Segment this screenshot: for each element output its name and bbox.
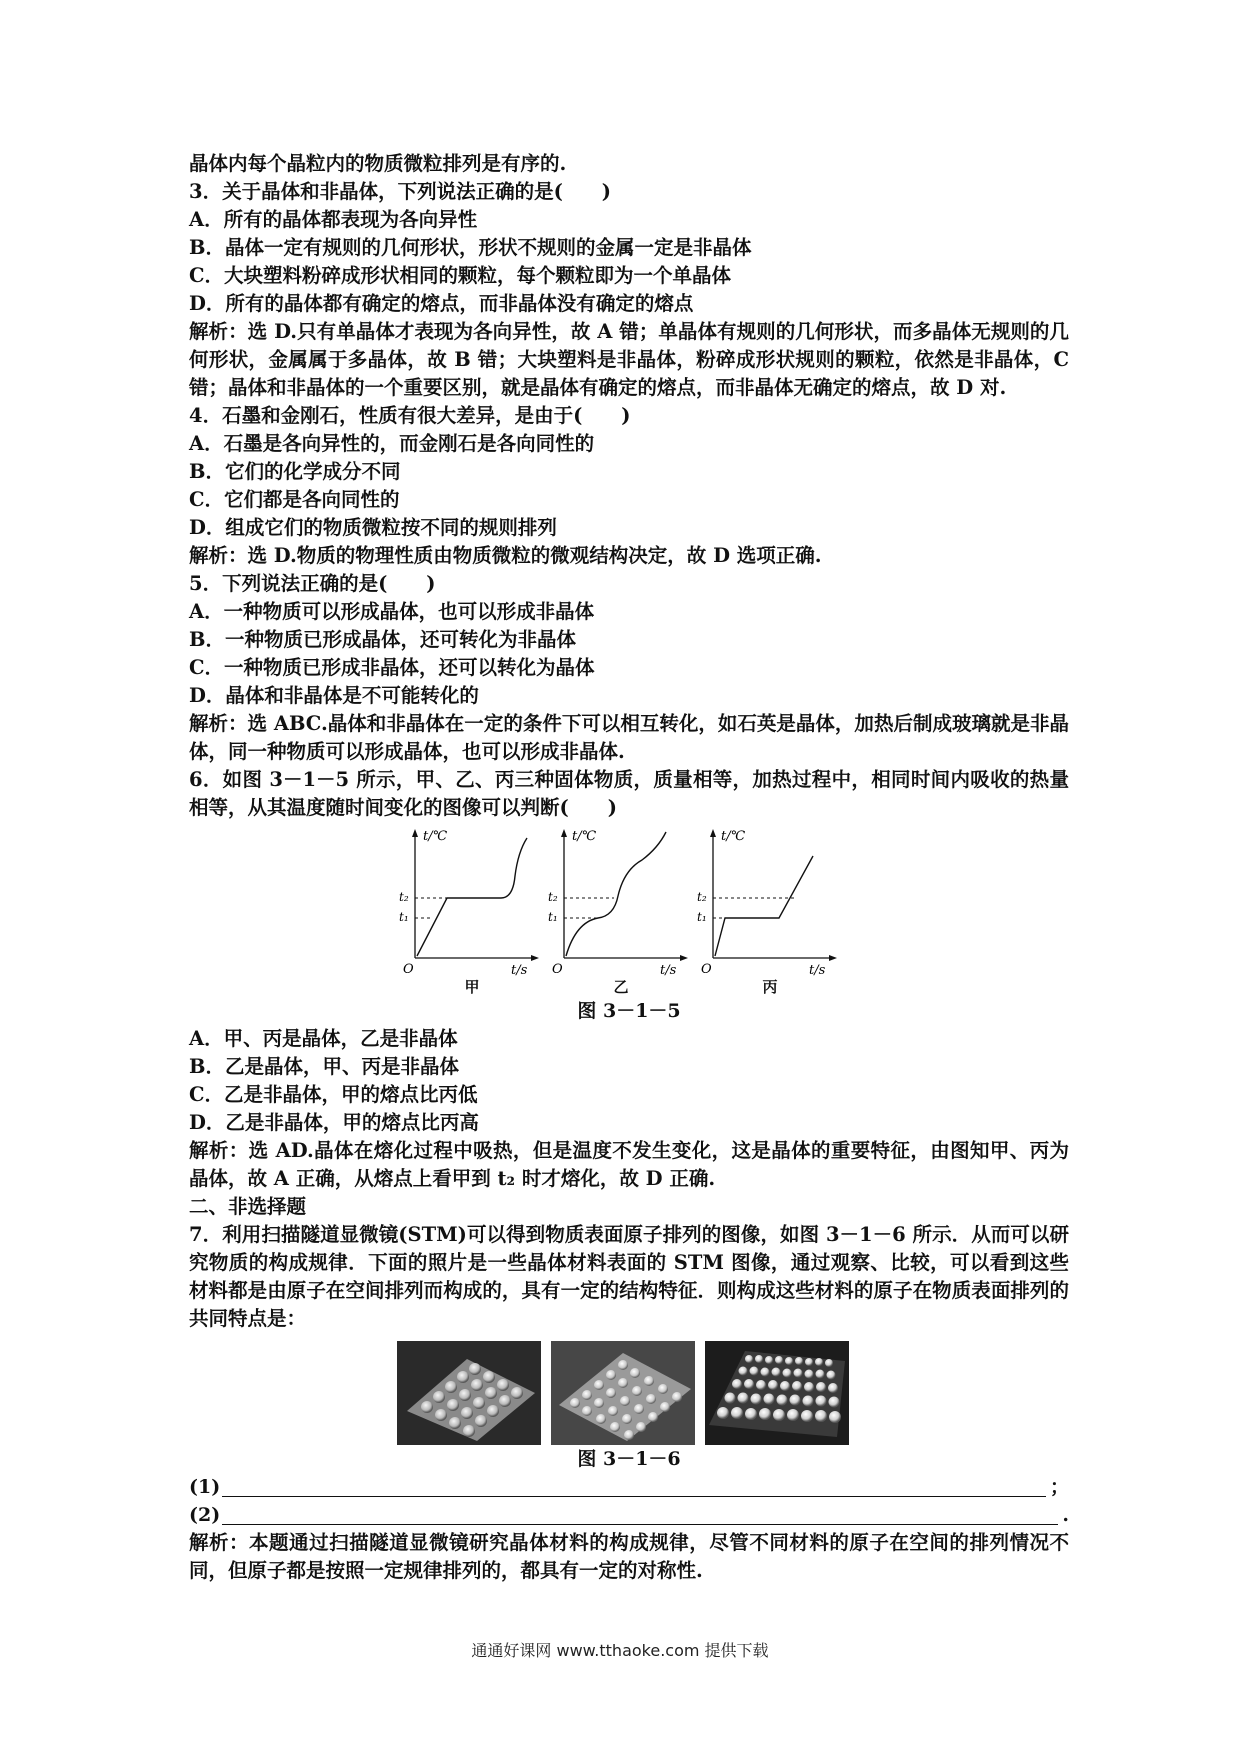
origin-label: O xyxy=(403,962,414,977)
x-axis-arrow xyxy=(829,955,837,961)
option-3c: C．大块塑料粉碎成形状相同的颗粒，每个颗粒即为一个单晶体 xyxy=(189,264,732,287)
question-4: 4．石墨和金刚石，性质有很大差异，是由于( ) xyxy=(189,404,631,427)
y-axis-label: t/℃ xyxy=(572,829,597,844)
t2-label: t₂ xyxy=(548,890,558,904)
y-axis-arrow xyxy=(710,829,716,837)
x-axis-arrow xyxy=(680,955,688,961)
option-4d: D．组成它们的物质微粒按不同的规则排列 xyxy=(189,516,557,539)
question-5: 5．下列说法正确的是( ) xyxy=(189,572,436,595)
answer-blank-1 xyxy=(189,1473,1069,1501)
blank-2-end: . xyxy=(1062,1504,1069,1526)
graph-bing xyxy=(699,826,841,982)
stm-image-3 xyxy=(705,1341,849,1445)
stm-surface-3 xyxy=(705,1341,849,1445)
curve-yi xyxy=(566,832,666,956)
solution-7: 解析：本题通过扫描隧道显微镜研究晶体材料的构成规律，尽管不同材料的原子在空间的排列情况不同，但原子都是按照一定规律排列的，都具有一定的对称性. xyxy=(189,1531,1069,1582)
figure-3-1-5 xyxy=(401,826,841,982)
curve-bing xyxy=(715,856,813,956)
option-5a: A．一种物质可以形成晶体，也可以形成非晶体 xyxy=(189,600,595,623)
t1-label: t₁ xyxy=(399,910,409,924)
figure-caption: 图 3－1－6 xyxy=(577,1448,681,1470)
graph-label-jia: 甲 xyxy=(464,978,480,996)
y-axis-label: t/℃ xyxy=(721,829,746,844)
section-heading: 二、非选择题 xyxy=(189,1195,307,1218)
graph-labels xyxy=(401,976,841,997)
graph-label-bing: 丙 xyxy=(762,978,778,996)
graph-label-yi: 乙 xyxy=(613,978,629,996)
graph-jia xyxy=(401,826,543,982)
option-4c: C．它们都是各向同性的 xyxy=(189,488,400,511)
option-6c: C．乙是非晶体，甲的熔点比丙低 xyxy=(189,1083,478,1106)
question-7: 7．利用扫描隧道显微镜(STM)可以得到物质表面原子排列的图像，如图 3－1－6 所示．从而可以研究物质的构成规律．下面的照片是一些晶体材料表面的 STM 图像，通过观察、比较，可以看到这些材料都是由原子在空间排列而构成的，具有一定的结构特征．则构成这些材料的原子在物质表面排列的共同特点是： xyxy=(189,1223,1069,1330)
blank-1-input[interactable] xyxy=(222,1476,1046,1497)
answer-blank-2 xyxy=(189,1501,1069,1529)
solution-4: 解析：选 D.物质的物理性质由物质微粒的微观结构决定，故 D 选项正确. xyxy=(189,544,822,567)
x-axis-label: t/s xyxy=(660,963,677,978)
y-axis-label: t/℃ xyxy=(423,829,448,844)
t2-label: t₂ xyxy=(697,890,707,904)
stm-image-2 xyxy=(551,1341,695,1445)
stm-image-1 xyxy=(397,1341,541,1445)
option-4b: B．它们的化学成分不同 xyxy=(189,460,401,483)
blank-1-end: ； xyxy=(1049,1476,1069,1498)
x-axis-label: t/s xyxy=(809,963,826,978)
blank-1-label: (1) xyxy=(189,1476,221,1498)
t1-label: t₁ xyxy=(548,910,558,924)
blank-2-label: (2) xyxy=(189,1504,221,1526)
question-6: 6．如图 3－1－5 所示，甲、乙、丙三种固体物质，质量相等，加热过程中，相同时间内吸收的热量相等，从其温度随时间变化的图像可以判断( ) xyxy=(189,768,1069,819)
graph-yi xyxy=(550,826,692,982)
option-6d: D．乙是非晶体，甲的熔点比丙高 xyxy=(189,1111,479,1134)
figure-3-1-6 xyxy=(397,1341,849,1445)
option-4a: A．石墨是各向异性的，而金刚石是各向同性的 xyxy=(189,432,595,455)
y-axis-arrow xyxy=(561,829,567,837)
origin-label: O xyxy=(552,962,563,977)
solution-3: 解析：选 D.只有单晶体才表现为各向异性，故 A 错；单晶体有规则的几何形状，而多晶体无规则的几何形状，金属属于多晶体，故 B 错；大块塑料是非晶体，粉碎成形状规则的颗粒，依然是非晶体，C 错；晶体和非晶体的一个重要区别，就是晶体有确定的熔点，而非晶体无确定的熔点，故 D 对. xyxy=(189,320,1069,399)
option-6b: B．乙是晶体，甲、丙是非晶体 xyxy=(189,1055,459,1078)
solution-6: 解析：选 AD.晶体在熔化过程中吸热，但是温度不发生变化，这是晶体的重要特征，由图知甲、丙为晶体，故 A 正确，从熔点上看甲到 t₂ 时才熔化，故 D 正确. xyxy=(189,1139,1069,1190)
y-axis-arrow xyxy=(412,829,418,837)
document-page xyxy=(189,150,1069,1585)
option-3b: B．晶体一定有规则的几何形状，形状不规则的金属一定是非晶体 xyxy=(189,236,752,259)
page-footer: 通通好课网 www.tthaoke.com 提供下载 xyxy=(471,1641,769,1660)
origin-label: O xyxy=(701,962,712,977)
solution-5: 解析：选 ABC.晶体和非晶体在一定的条件下可以相互转化，如石英是晶体，加热后制成玻璃就是非晶体，同一种物质可以形成晶体，也可以形成非晶体. xyxy=(189,712,1069,763)
figure-caption: 图 3－1－5 xyxy=(577,1000,681,1022)
t2-label: t₂ xyxy=(399,890,409,904)
t1-label: t₁ xyxy=(697,910,707,924)
curve-jia xyxy=(417,838,527,956)
option-3a: A．所有的晶体都表现为各向异性 xyxy=(189,208,478,231)
text-line: 晶体内每个晶粒内的物质微粒排列是有序的. xyxy=(189,152,567,175)
option-5b: B．一种物质已形成晶体，还可转化为非晶体 xyxy=(189,628,576,651)
x-axis-arrow xyxy=(531,955,539,961)
option-5c: C．一种物质已形成非晶体，还可以转化为晶体 xyxy=(189,656,595,679)
stm-surface-2 xyxy=(551,1341,695,1445)
option-6a: A．甲、丙是晶体，乙是非晶体 xyxy=(189,1027,458,1050)
question-3: 3．关于晶体和非晶体，下列说法正确的是( ) xyxy=(189,180,612,203)
option-3d: D．所有的晶体都有确定的熔点，而非晶体没有确定的熔点 xyxy=(189,292,694,315)
blank-2-input[interactable] xyxy=(222,1504,1058,1525)
stm-surface-1 xyxy=(397,1341,541,1445)
x-axis-label: t/s xyxy=(511,963,528,978)
option-5d: D．晶体和非晶体是不可能转化的 xyxy=(189,684,479,707)
